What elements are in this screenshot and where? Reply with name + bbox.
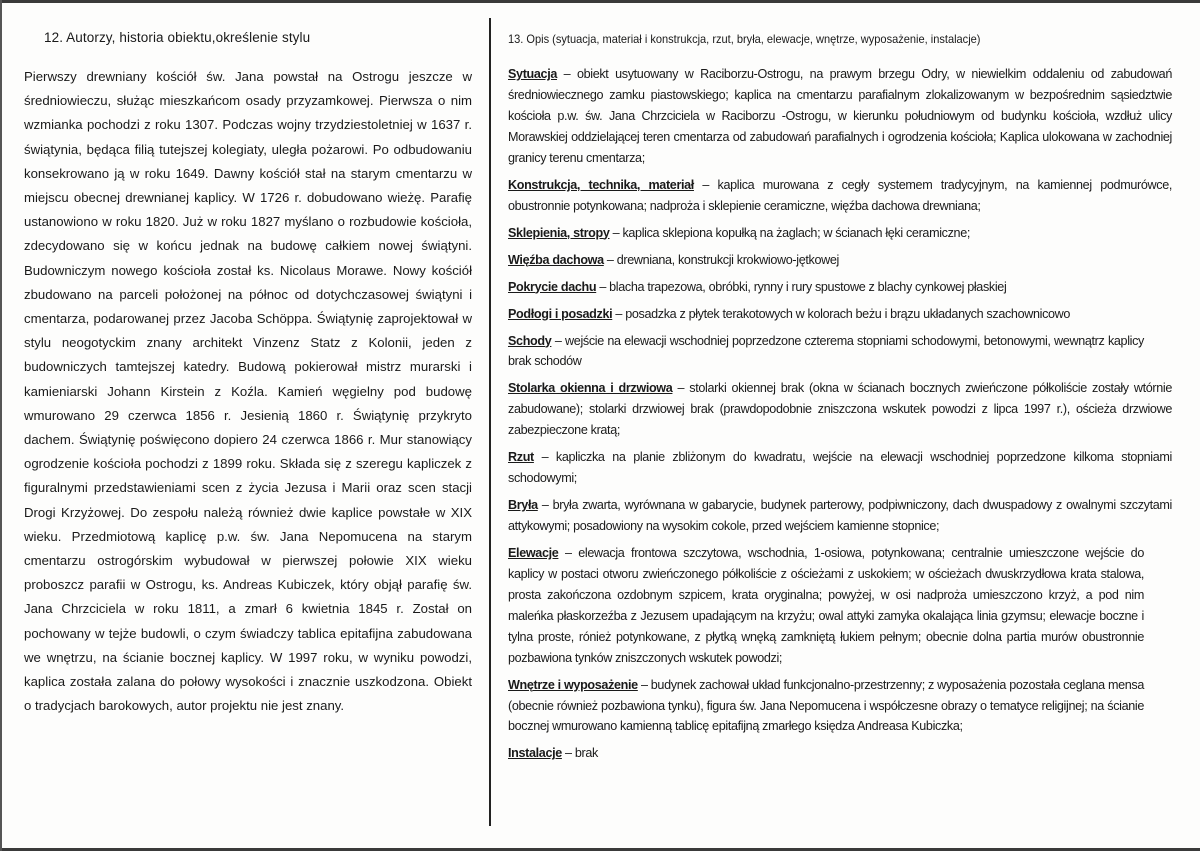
entry-sytuacja bbox=[508, 64, 1172, 169]
column-divider bbox=[489, 18, 491, 826]
entry-label: Podłogi i posadzki bbox=[508, 306, 613, 321]
entry-label: Wnętrze i wyposażenie bbox=[508, 677, 638, 692]
entry-text: – kaplica sklepiona kopułką na żaglach; w ścianach łęki ceramiczne; bbox=[609, 225, 971, 240]
scan-edge-top bbox=[0, 0, 1200, 3]
entry-wnetrze bbox=[508, 675, 1144, 738]
entry-text: – budynek zachował układ funkcjonalno-przestrzenny; z wyposażenia pozostała ceglana mensa (obecnie również pozbawiona tynku), figura św. Jana Nepomucena i współczesne obrazy o tematyce religijnej; na ścianie bocznej wmurowano kamienną tablicę epitafijną zmarłego księdza Andreasa Kubiczka; bbox=[508, 677, 1144, 734]
entry-label: Konstrukcja, technika, materiał bbox=[508, 177, 694, 192]
entry-text: – drewniana, konstrukcji krokwiowo-jętkowej bbox=[603, 252, 839, 267]
entry-bryla bbox=[508, 495, 1172, 537]
section-description-heading: 13. Opis (sytuacja, materiał i konstrukcja, rzut, bryła, elewacje, wnętrze, wyposażenie, instalacje) bbox=[508, 32, 981, 46]
entry-sklepienia bbox=[508, 223, 1172, 244]
entry-elewacje bbox=[508, 543, 1144, 668]
entry-text: – kapliczka na planie zbliżonym do kwadratu, wejście na elewacji wschodniej poprzedzone kilkoma stopniami schodowymi; bbox=[508, 450, 1172, 486]
entry-text: – kaplica murowana z cegły systemem tradycyjnym, na kamiennej podmurówce, obustronnie potynkowana; nadproża i sklepienie ceramiczne, więźba dachowa drewniana; bbox=[508, 177, 1172, 213]
entry-konstrukcja bbox=[508, 175, 1172, 217]
entry-label: Sklepienia, stropy bbox=[508, 225, 610, 240]
entry-rzut bbox=[508, 447, 1172, 489]
entry-label: Więźba dachowa bbox=[508, 252, 604, 267]
entry-podlogi bbox=[508, 304, 1172, 325]
section-history-heading: 12. Autorzy, historia obiektu,określenie stylu bbox=[44, 30, 311, 45]
entry-text: – bryła zwarta, wyrównana w gabarycie, budynek parterowy, podpiwniczony, dach dwuspadowy z owalnymi szczytami attykowymi; posadowiony na wysokim cokole, przed wejściem kamienne stopnice; bbox=[508, 498, 1172, 534]
description-entries bbox=[508, 64, 1172, 764]
section-history bbox=[24, 30, 472, 718]
entry-text: – posadzka z płytek terakotowych w kolorach beżu i brązu układanych szachownicowo bbox=[612, 306, 1071, 321]
scan-edge-left bbox=[0, 0, 2, 851]
entry-pokrycie bbox=[508, 277, 1172, 298]
entry-text: – obiekt usytuowany w Raciborzu-Ostrogu, na prawym brzegu Odry, w niewielkim oddaleniu od zabudowań średniowiecznego zamku piastowskiego; kaplica na cmentarzu parafialnym zlokalizowanym w bezpośrednim sąsiedztwie kościoła p.w. św. Jana Chrzciciela w Raciborzu -Ostrogu, w kierunku południowym od budynku kościoła, wzdłuż ulicy Morawskiej oddzielającej teren cmentarza od zabudowań parafialnych i ogrodzenia kościoła; Kaplica ulokowana w zachodniej granicy terenu cmentarza; bbox=[508, 67, 1172, 165]
entry-label: Schody bbox=[508, 333, 552, 348]
section-history-text: Pierwszy drewniany kościół św. Jana powstał na Ostrogu jeszcze w średniowieczu, służąc mieszkańcom osady przyzamkowej. Pierwsza o nim wzmianka pochodzi z roku 1307. Podczas wojny trzydziestoletniej w 1637 r. świątynia, będąca filią tutejszej kolegiaty, uległa pożarowi. Po odbudowaniu konsekrowano ją w roku 1649. Dawny kościół stał na starym cmentarzu w miejscu obecnej drewnianej kaplicy. W 1726 r. dobudowano wieżę. Parafię ustanowiono w roku 1820. Już w roku 1827 myślano o rozbudowie kościoła, zdecydowano się w końcu jednak na budowę całkiem nowej świątyni. Budowniczym nowego kościoła został ks. Nicolaus Morawe. Nowy kościół zbudowano na parceli położonej na północ od dotychczasowej świątyni i cmentarza, podarowanej przez Jacoba Schöppa. Świątynię zaprojektował w stylu neogotyckim znany architekt Vinzenz Statz z Kolonii, jeden z budowniczych tamtejszej katedry. Budową pokierował mistrz murarski i kamieniarski Johann Kirstein z Koźla. Kamień węgielny pod budowę wmurowano 29 czerwca 1856 r. Jesienią 1860 r. Świątynię przykryto dachem. Świątynię poświęcono dopiero 24 czerwca 1866 r. Mur stanowiący ogrodzenie kościoła pochodzi z 1899 roku. Składa się z szeregu kapliczek z figuralnymi przedstawieniami scen z życia Jezusa i Marii oraz scen stacji Drogi Krzyżowej. Do zespołu należą również dwie kaplice powstałe w XIX wieku. Przedmiotową kaplicę p.w. św. Jana Nepomucena na starym cmentarzu ostrogórskim wybudował w pierwszej połowie XIX wieku proboszcz parafii w Ostrogu, ks. Andreas Kubiczek, który objął parafię św. Jana Chrzciciela w roku 1811, a zmarł 6 kwietnia 1845 r. Został on pochowany w tejże budowli, o czym świadczy tablica epitafijna zabudowana we wnętrzu, na ścianie bocznej kaplicy. W 1997 roku, w wyniku powodzi, kaplica została zalana do połowy wysokości i znacznie uszkodzona. Obiekt o tradycjach barokowych, autor projektu nie jest znany. bbox=[24, 69, 472, 714]
entry-text: – brak bbox=[561, 746, 598, 761]
entry-text: – elewacja frontowa szczytowa, wschodnia, 1-osiowa, potynkowana; centralnie umieszczone wejście do kaplicy w postaci otworu zwieńczonego półkoliście z ościeżami z uskokiem; w ościeżach dwuskrzydłowa krata stalowa, prosta zakończona ozdobnym szpicem, krata oryginalna; powyżej, w osi nadproża umieszczono krzyż, a pod nim maleńka płaskorzeźba z Jezusem upadającym na krzyżu; owal attyki zamyka okalająca linia gzymsu; elewacje boczne i tylna proste, rónież potynkowane, z płytką wnęką zamkniętą łukiem pełnym; obecnie dolna partia murów obustronnie pozbawiona tynków zniszczonych wskutek powodzi; bbox=[508, 546, 1144, 665]
entry-label: Rzut bbox=[508, 450, 534, 465]
entry-instalacje bbox=[508, 743, 1172, 764]
entry-label: Pokrycie dachu bbox=[508, 279, 597, 294]
entry-text: – wejście na elewacji wschodniej poprzedzone czterema stopniami schodowymi, betonowymi, wewnątrz kaplicy brak schodów bbox=[508, 333, 1144, 369]
section-description bbox=[508, 30, 1172, 770]
entry-label: Instalacje bbox=[508, 746, 562, 761]
entry-label: Bryła bbox=[508, 498, 538, 513]
entry-text: – blacha trapezowa, obróbki, rynny i rury spustowe z blachy cynkowej płaskiej bbox=[596, 279, 1007, 294]
entry-wiezba bbox=[508, 250, 1172, 271]
entry-schody bbox=[508, 331, 1144, 373]
entry-stolarka bbox=[508, 378, 1172, 441]
entry-label: Elewacje bbox=[508, 546, 559, 561]
entry-label: Sytuacja bbox=[508, 67, 558, 81]
entry-label: Stolarka okienna i drzwiowa bbox=[508, 381, 673, 396]
entry-text: – stolarki okiennej brak (okna w ścianach bocznych zwieńczone półkoliście zostały wtórnie zabudowane); stolarki drzwiowej brak (prawdopodobnie zniszczona wskutek powodzi z lipca 1997 r.), ościeża drzwiowe zabezpieczone kratą; bbox=[508, 381, 1173, 438]
